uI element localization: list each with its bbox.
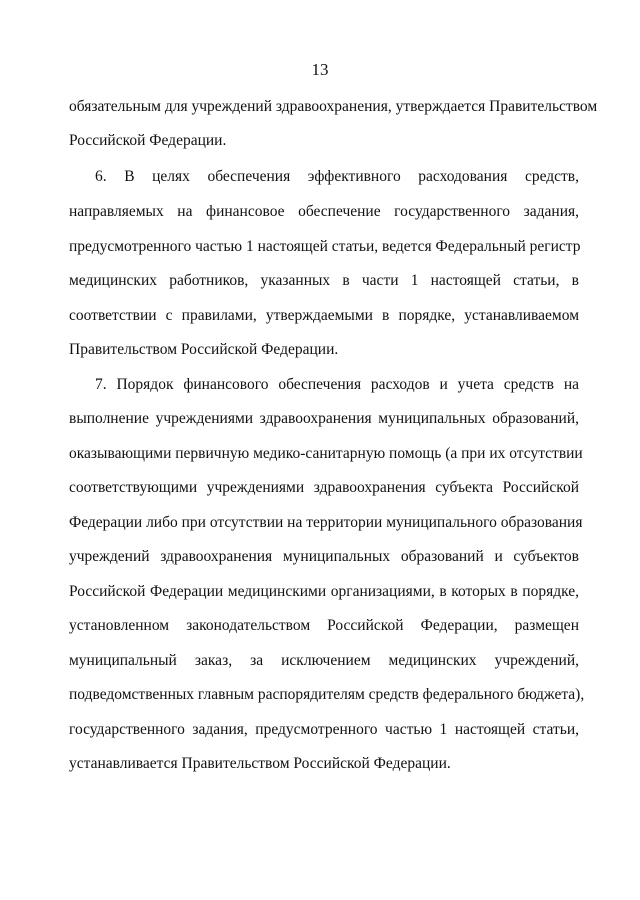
text-line: муниципальный заказ, за исключением медицинских учреждений, bbox=[69, 652, 579, 669]
text-line: обязательным для учреждений здравоохранения, утверждается Правительством bbox=[69, 98, 598, 115]
text-line: установленном законодательством Российской Федерации, размещен bbox=[69, 617, 579, 634]
text-line: учреждений здравоохранения муниципальных образований и субъектов bbox=[69, 548, 579, 565]
paragraph-6-start: 6. В целях обеспечения эффективного расходования средств, bbox=[95, 168, 579, 185]
text-line: устанавливается Правительством Российской Федерации. bbox=[69, 755, 451, 772]
text-line: медицинских работников, указанных в части 1 настоящей статьи, в bbox=[69, 272, 579, 289]
text-line: подведомственных главным распорядителям средств федерального бюджета), bbox=[69, 686, 585, 703]
page-number: 13 bbox=[311, 60, 329, 79]
text-line: соответствующими учреждениями здравоохранения субъекта Российской bbox=[69, 479, 579, 496]
text-line: выполнение учреждениями здравоохранения муниципальных образований, bbox=[69, 410, 579, 427]
text-line: Федерации либо при отсутствии на территории муниципального образования bbox=[69, 514, 583, 531]
text-line: Правительством Российской Федерации. bbox=[69, 341, 339, 358]
text-line: предусмотренного частью 1 настоящей статьи, ведется Федеральный регистр bbox=[69, 238, 581, 255]
text-line: Российской Федерации. bbox=[69, 132, 227, 149]
paragraph-7-start: 7. Порядок финансового обеспечения расходов и учета средств на bbox=[95, 376, 579, 393]
text-line: соответствии с правилами, утверждаемыми в порядке, устанавливаемом bbox=[69, 307, 579, 324]
text-line: государственного задания, предусмотренного частью 1 настоящей статьи, bbox=[69, 721, 579, 738]
text-line: направляемых на финансовое обеспечение государственного задания, bbox=[69, 203, 579, 220]
text-line: оказывающими первичную медико-санитарную помощь (а при их отсутствии bbox=[69, 445, 583, 462]
text-line: Российской Федерации медицинскими организациями, в которых в порядке, bbox=[69, 583, 579, 600]
